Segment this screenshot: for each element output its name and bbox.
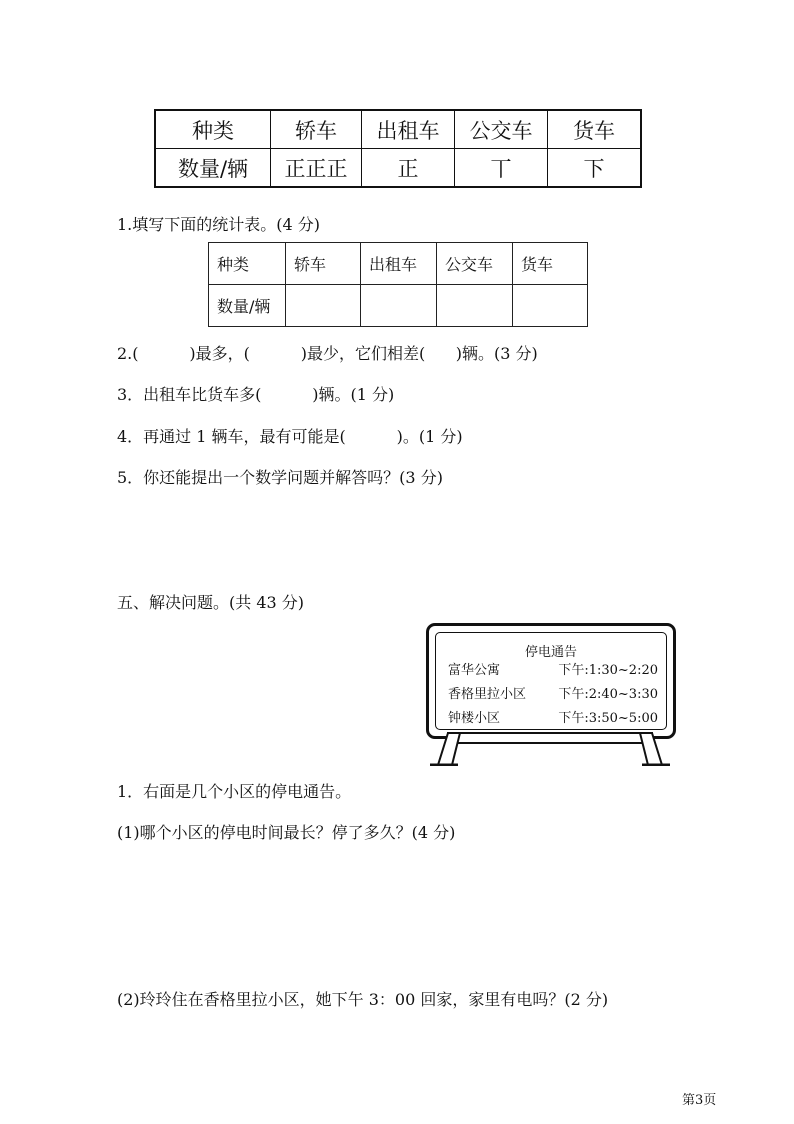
notice-time: 下午:2:40~3:30	[558, 687, 658, 702]
notice-place: 富华公寓	[448, 663, 501, 678]
tally-count-cell: 正	[362, 149, 455, 188]
stats-table	[208, 242, 588, 327]
answer-blank-bus[interactable]	[437, 285, 513, 327]
question-4: 4．再通过 1 辆车，最有可能是( )。(1 分)	[117, 427, 463, 446]
notice-board-frame	[435, 632, 667, 730]
tally-header-cell: 轿车	[271, 110, 362, 149]
notice-place: 钟楼小区	[448, 711, 501, 726]
tally-header-row	[155, 110, 641, 149]
notice-row	[448, 659, 658, 678]
tally-count-row	[155, 149, 641, 188]
stats-row-label: 数量/辆	[209, 285, 286, 327]
tally-table	[154, 109, 642, 188]
problem-1-part-2: (2)玲玲住在香格里拉小区，她下午 3：00 回家，家里有电吗？(2 分)	[117, 990, 609, 1009]
tally-count-cell: 下	[548, 149, 642, 188]
question-3: 3．出租车比货车多( )辆。(1 分)	[117, 385, 395, 404]
notice-time: 下午:1:30~2:20	[558, 663, 658, 678]
tally-count-cell: 丅	[455, 149, 548, 188]
tally-header-cell: 公交车	[455, 110, 548, 149]
answer-blank-truck[interactable]	[513, 285, 588, 327]
tally-header-cell: 出租车	[362, 110, 455, 149]
tally-count-cell: 正正正	[271, 149, 362, 188]
question-2: 2.( )最多，( )最少，它们相差( )辆。(3 分)	[117, 344, 538, 363]
notice-board-stand	[426, 732, 674, 766]
stats-header-cell: 轿车	[286, 243, 361, 285]
page-number: 第3页	[682, 1093, 717, 1108]
tally-header-cell: 货车	[548, 110, 642, 149]
notice-place: 香格里拉小区	[448, 687, 527, 702]
stats-header-row	[209, 243, 588, 285]
stats-header-cell: 出租车	[361, 243, 437, 285]
notice-title: 停电通告	[524, 645, 577, 660]
notice-time: 下午:3:50~5:00	[558, 711, 658, 726]
notice-row	[448, 683, 658, 702]
stats-header-cell: 货车	[513, 243, 588, 285]
question-1: 1.填写下面的统计表。(4 分)	[117, 215, 321, 234]
answer-blank-sedan[interactable]	[286, 285, 361, 327]
notice-row	[448, 707, 658, 726]
stats-header-cell: 种类	[209, 243, 286, 285]
problem-1-part-1: (1)哪个小区的停电时间最长？停了多久？(4 分)	[117, 823, 456, 842]
problem-1: 1．右面是几个小区的停电通告。	[117, 782, 352, 801]
tally-header-cell: 种类	[155, 110, 271, 149]
answer-blank-taxi[interactable]	[361, 285, 437, 327]
stats-answer-row	[209, 285, 588, 327]
tally-count-cell: 数量/辆	[155, 149, 271, 188]
section-heading: 五、解决问题。(共 43 分)	[117, 593, 305, 612]
question-5: 5．你还能提出一个数学问题并解答吗？(3 分)	[117, 468, 443, 487]
stats-header-cell: 公交车	[437, 243, 513, 285]
power-outage-notice-board	[426, 623, 676, 739]
